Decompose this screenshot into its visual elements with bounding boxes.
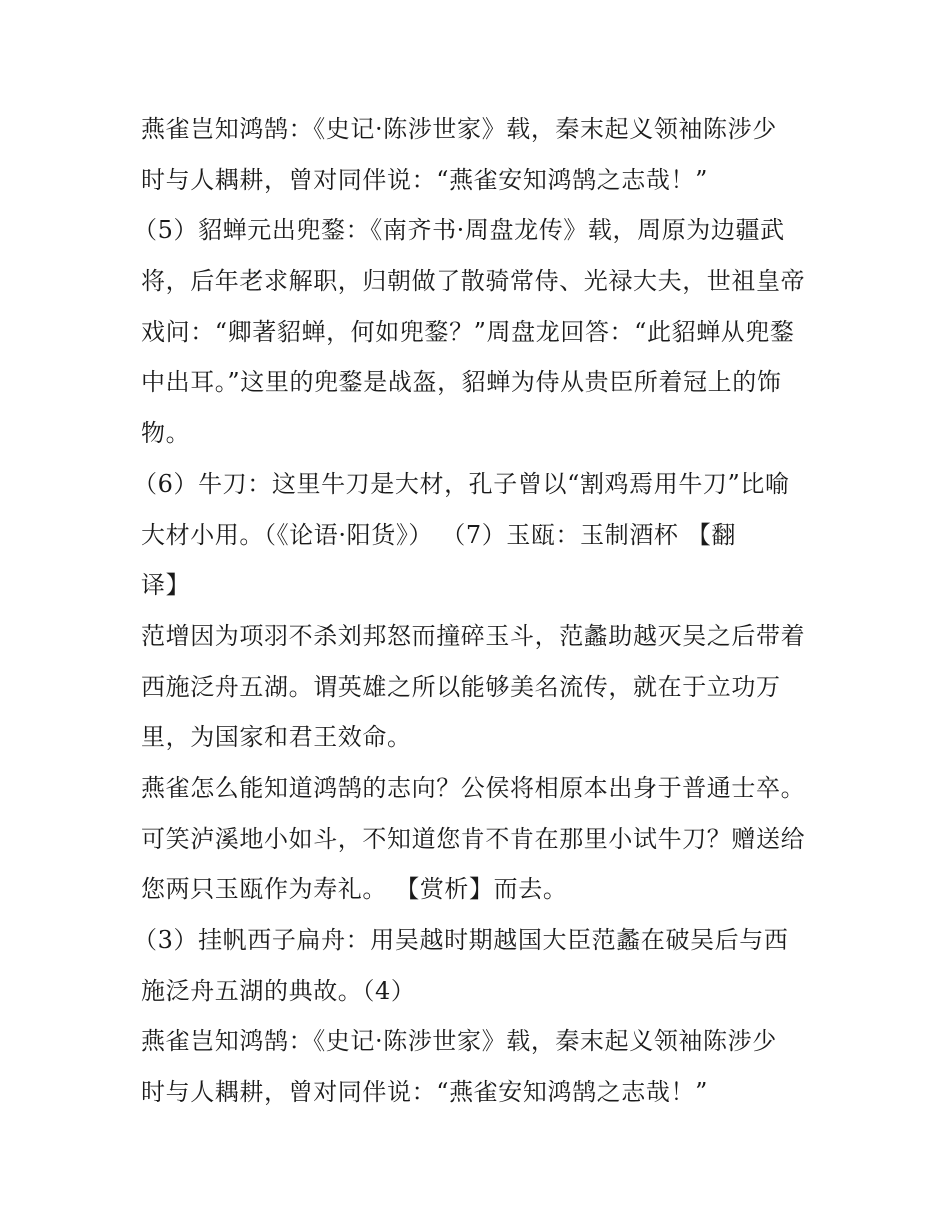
text-line-6: 中出耳。”这里的兜鍪是战盔，貂蝉为侍从贵臣所着冠上的饰 — [141, 368, 782, 397]
text-line-5: 戏问：“卿著貂蝉，何如兜鍪？”周盘龙回答：“此貂蝉从兜鍪 — [141, 317, 795, 346]
text-line-1: 燕雀岂知鸿鹄：《史记·陈涉世家》载，秦末起义领袖陈涉少 — [141, 115, 777, 143]
text-line-13: 里，为国家和君王效命。 — [141, 723, 412, 752]
text-line-15: 可笑泸溪地小如斗，不知道您肯不肯在那里小试牛刀？赠送给 — [141, 824, 806, 853]
text-line-19: 燕雀岂知鸿鹄：《史记·陈涉世家》载，秦末起义领袖陈涉少 — [141, 1027, 777, 1056]
text-line-4: 将，后年老求解职，归朝做了散骑常侍、光禄大夫，世祖皇帝 — [141, 267, 806, 296]
document-body — [133, 104, 831, 1118]
text-line-17: （3）挂帆西子扁舟：用吴越时期越国大臣范蠡在破吴后与西 — [133, 926, 789, 954]
text-line-7: 物。 — [141, 419, 191, 448]
text-line-10: 译】 — [141, 571, 191, 600]
text-line-16: 您两只玉瓯作为寿礼。 【赏析】而去。 — [141, 875, 568, 904]
text-line-8: （6）牛刀：这里牛刀是大材，孔子曾以“割鸡焉用牛刀”比喻 — [133, 469, 790, 498]
text-line-9: 大材小用。（《论语·阳货》） （7）玉瓯：玉制酒杯 【翻 — [141, 520, 736, 549]
text-line-3: （5）貂蝉元出兜鍪：《南齐书·周盘龙传》载，周原为边疆武 — [133, 216, 785, 245]
text-line-20: 时与人耦耕，曾对同伴说：“燕雀安知鸿鹄之志哉！” — [141, 1078, 708, 1107]
text-line-18: 施泛舟五湖的典故。（4） — [141, 976, 416, 1005]
text-line-11: 范增因为项羽不杀刘邦怒而撞碎玉斗，范蠡助越灭吴之后带着 — [141, 621, 806, 650]
text-line-12: 西施泛舟五湖。谓英雄之所以能够美名流传，就在于立功万 — [141, 672, 781, 701]
text-line-14: 燕雀怎么能知道鸿鹄的志向？公侯将相原本出身于普通士卒。 — [141, 773, 806, 802]
text-line-2: 时与人耦耕，曾对同伴说：“燕雀安知鸿鹄之志哉！” — [141, 165, 708, 194]
